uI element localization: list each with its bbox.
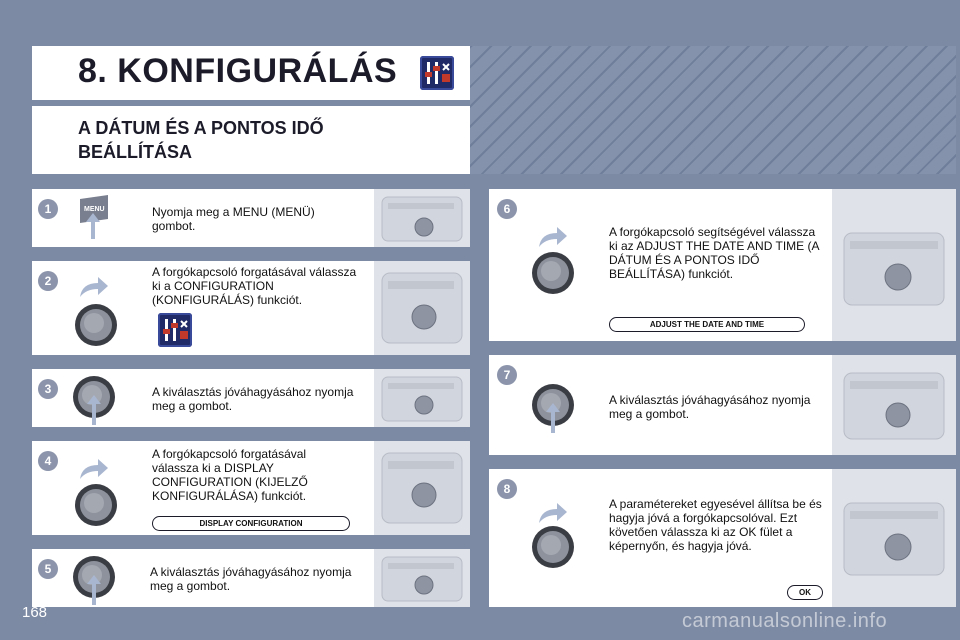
step-number: 3 [38,379,58,399]
radio-console-icon [374,441,470,535]
menu-button-label: MENU [84,206,105,213]
rotate-arrow-icon [78,459,108,481]
step-3-panel [32,369,470,427]
title-bar [32,46,470,100]
step-text: A kiválasztás jóváhagyásához nyomja meg a gombot. [609,393,811,421]
page-number: 168 [22,604,48,621]
step-text: A kiválasztás jóváhagyásához nyomja meg a gombot. [150,565,352,593]
rotary-knob-icon [74,303,118,347]
configuration-icon [420,56,454,90]
subtitle-bar [32,106,470,174]
rotate-arrow-icon [537,227,567,249]
step-text: A kiválasztás jóváhagyásához nyomja meg a gombot. [152,385,354,413]
step-2-panel [32,261,470,355]
page-title: 8. KONFIGURÁLÁS [78,52,398,90]
step-8-panel [489,469,956,607]
rotate-arrow-icon [537,503,567,525]
ok-label: OK [787,585,823,600]
press-arrow-icon [546,403,560,433]
press-arrow-icon [86,213,100,239]
step-4-panel [32,441,470,535]
adjust-date-time-label: ADJUST THE DATE AND TIME [609,317,805,332]
rotate-arrow-icon [78,277,108,299]
step-6-panel [489,189,956,341]
press-arrow-icon [87,395,101,425]
step-number: 7 [497,365,517,385]
radio-console-icon [374,549,470,607]
radio-console-icon [832,469,956,607]
radio-console-icon [374,261,470,355]
step-text: A paramétereket egyesével állítsa be és hagyja jóvá a forgókapcsolóval. Ezt követően válassza ki az OK fület a képernyőn, és hagyja jóvá. [609,497,822,553]
step-number: 5 [38,559,58,579]
step-number: 6 [497,199,517,219]
step-number: 4 [38,451,58,471]
step-number: 1 [38,199,58,219]
page-subtitle: A DÁTUM ÉS A PONTOS IDŐ BEÁLLÍTÁSA [78,118,324,162]
radio-console-icon [832,355,956,455]
step-number: 8 [497,479,517,499]
step-number: 2 [38,271,58,291]
step-text: A forgókapcsoló segítségével válassza ki az ADJUST THE DATE AND TIME (A DÁTUM ÉS A PONTOS IDŐ BEÁLLÍTÁSA) funkciót. [609,225,819,281]
step-text: A forgókapcsoló forgatásával válassza ki a CONFIGURATION (KONFIGURÁLÁS) funkciót. [152,265,357,307]
radio-console-icon [374,189,470,247]
rotary-knob-icon [531,525,575,569]
step-1-panel [32,189,470,247]
rotary-knob-icon [531,251,575,295]
step-text: A forgókapcsoló forgatásával válassza ki a DISPLAY CONFIGURATION (KIJELZŐ KONFIGURÁLÁSA) funkciót. [152,447,308,503]
step-5-panel [32,549,470,607]
radio-console-icon [832,189,956,341]
radio-console-icon [374,369,470,427]
press-arrow-icon [87,575,101,605]
display-configuration-label: DISPLAY CONFIGURATION [152,516,350,531]
step-7-panel [489,355,956,455]
header-decoration [470,46,956,174]
rotary-knob-icon [74,483,118,527]
watermark: carmanualsonline.info [682,610,888,632]
step-text: Nyomja meg a MENU (MENÜ) gombot. [152,205,315,233]
configuration-icon [158,313,192,347]
